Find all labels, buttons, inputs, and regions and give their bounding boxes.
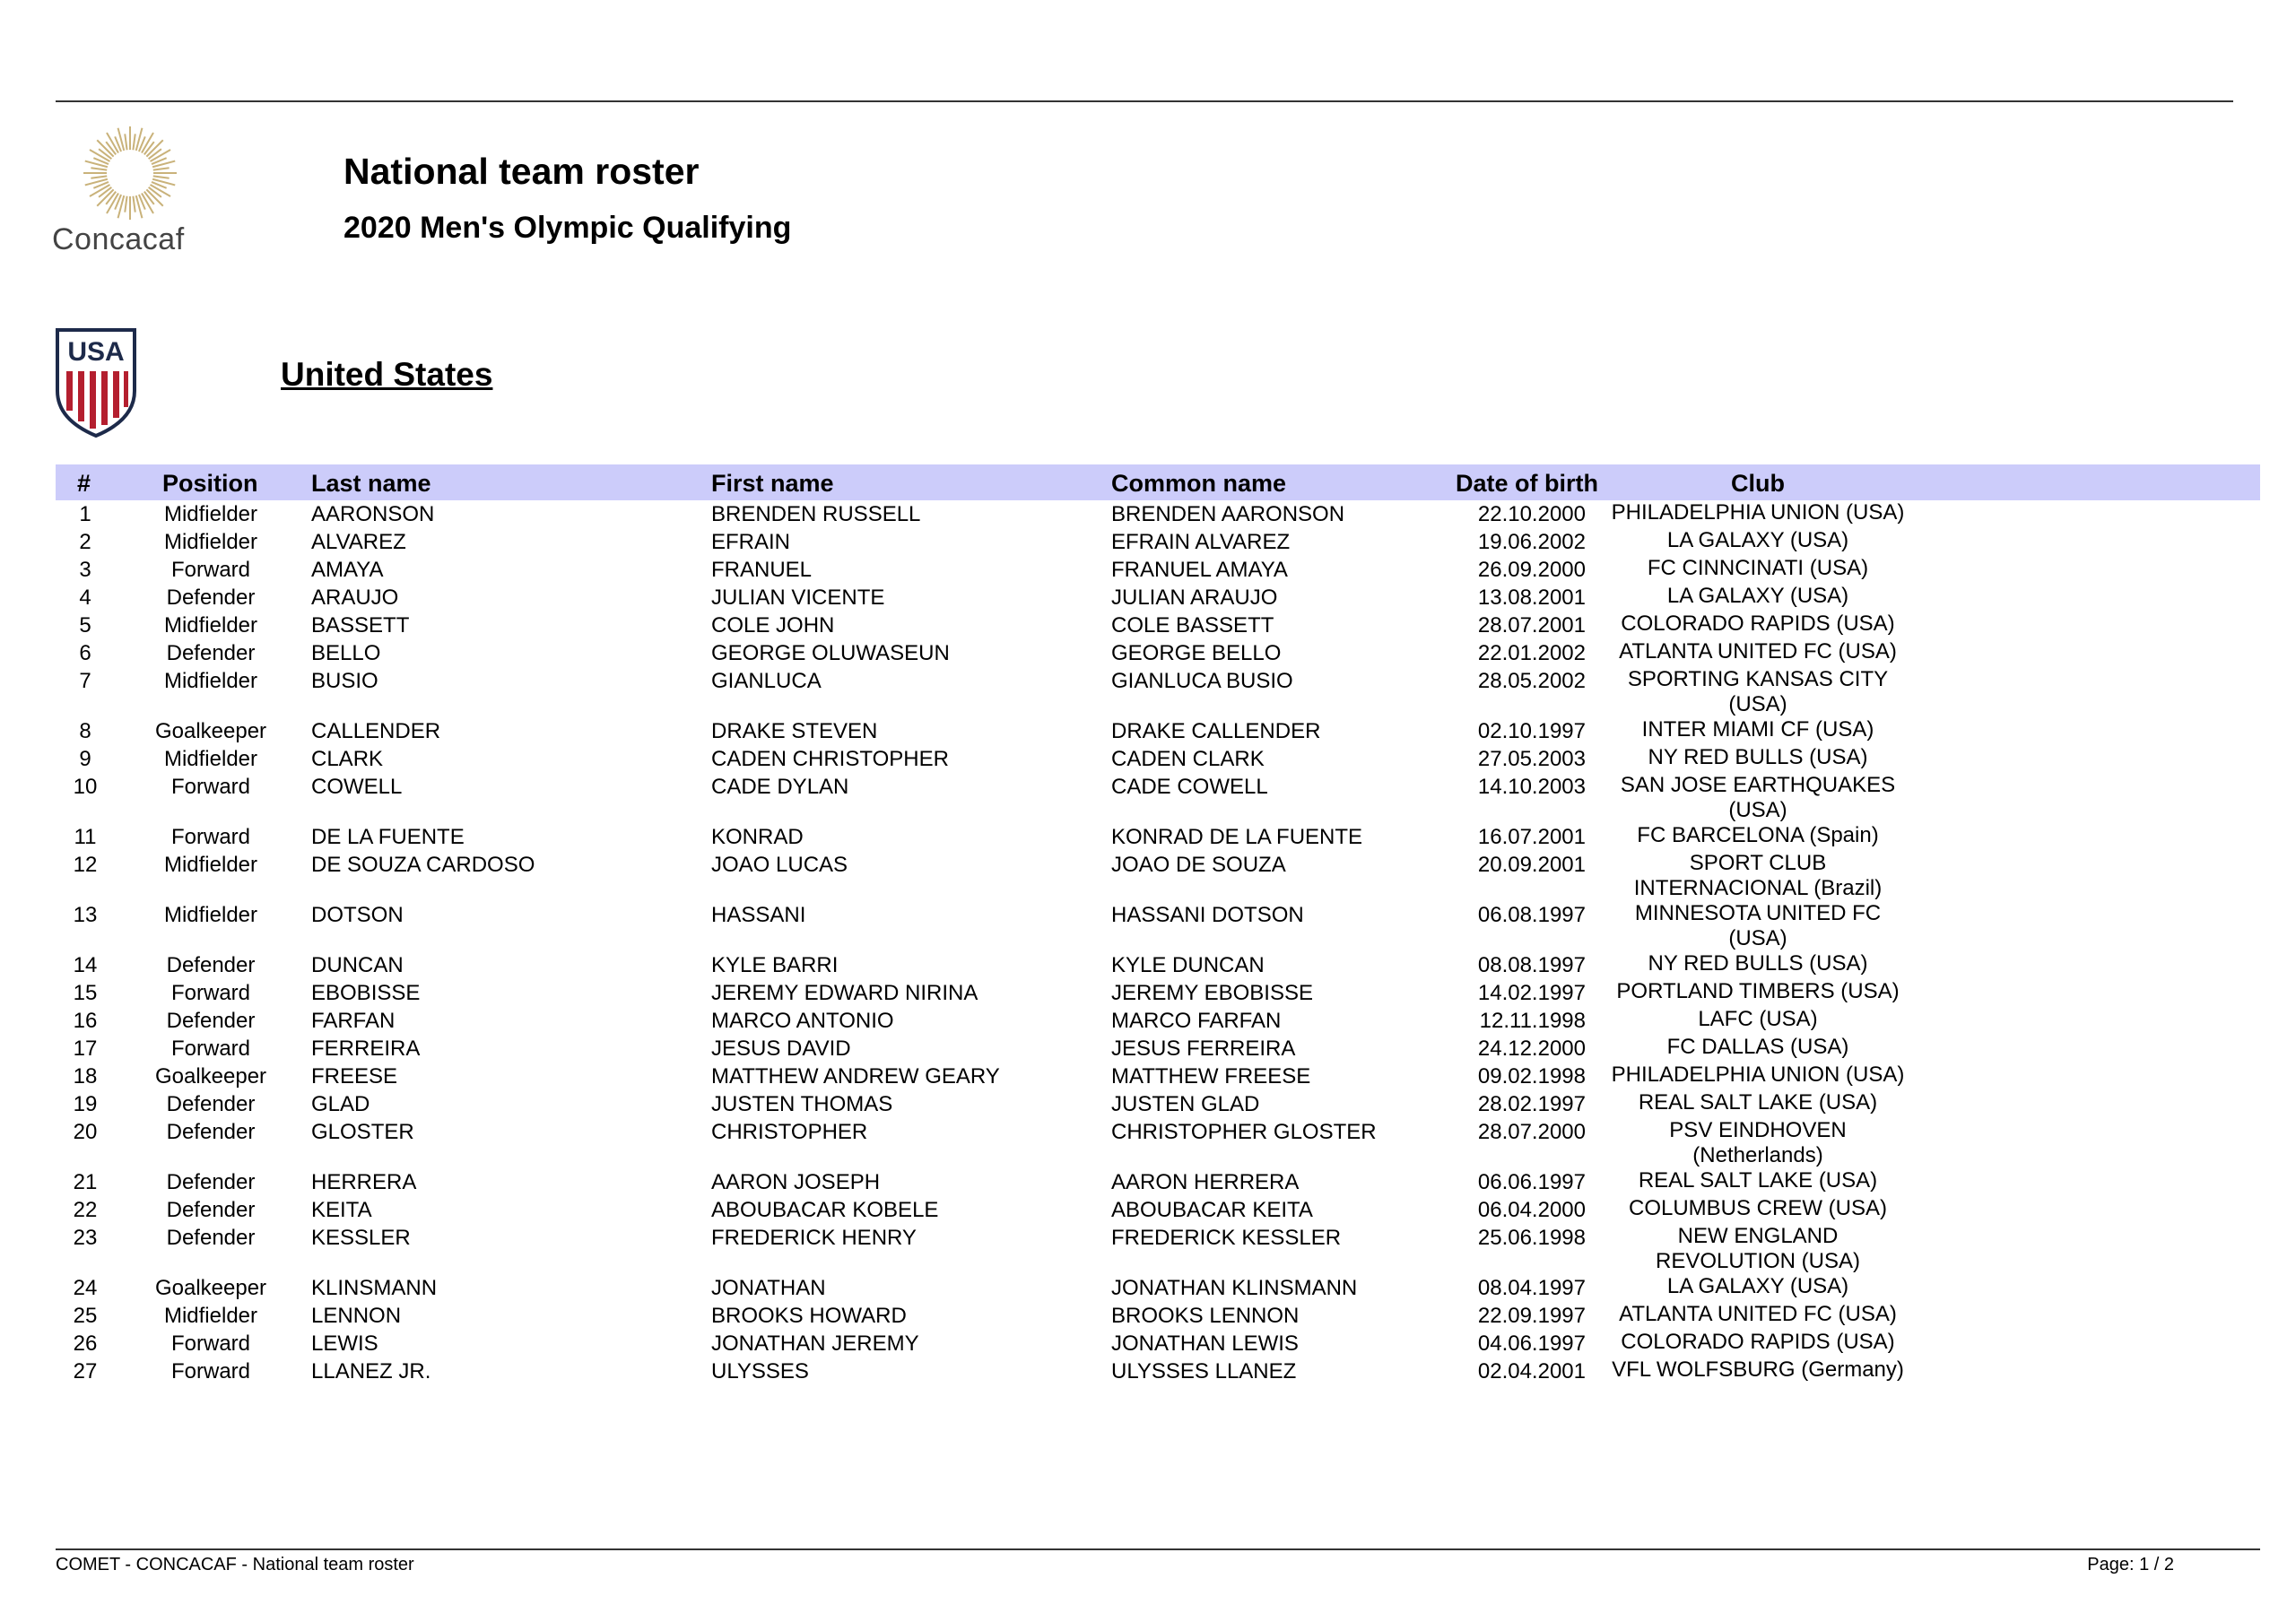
player-common-name: GEORGE BELLO [1111,641,1282,665]
sun-ray [99,187,111,197]
player-position: Defender [166,953,256,977]
player-number: 3 [79,558,91,582]
player-last-name: CLARK [311,747,384,771]
player-number: 15 [73,981,98,1005]
player-common-name: CADEN CLARK [1111,747,1265,771]
sun-ray [125,196,126,213]
player-position: Goalkeeper [154,1064,267,1089]
player-date-of-birth: 12.11.1998 [1479,1009,1586,1033]
player-first-name: HASSANI [711,903,806,927]
player-date-of-birth: 02.04.2001 [1477,1359,1586,1383]
player-number: 10 [73,775,98,799]
player-position: Defender [166,585,256,610]
sun-ray [149,187,161,197]
player-common-name: FREDERICK KESSLER [1111,1226,1342,1250]
player-number: 22 [73,1198,98,1222]
player-first-name: JONATHAN JEREMY [711,1331,919,1356]
player-number: 13 [73,903,98,927]
table-row [0,951,2296,979]
player-position: Midfielder [163,903,258,927]
table-row [0,556,2296,584]
player-common-name: FRANUEL AMAYA [1111,558,1288,582]
player-date-of-birth: 22.10.2000 [1477,502,1586,526]
player-club: LA GALAXY (USA) [1666,584,1849,608]
table-row [0,773,2296,823]
player-number: 17 [73,1037,98,1061]
player-club: REAL SALT LAKE (USA) [1638,1168,1878,1193]
player-common-name: MARCO FARFAN [1111,1009,1282,1033]
player-position: Midfielder [163,853,258,877]
sun-ray [106,192,116,204]
sun-ray [91,168,107,169]
player-last-name: FARFAN [311,1009,396,1033]
table-row [0,823,2296,851]
player-position: Forward [170,825,251,849]
player-date-of-birth: 28.07.2000 [1477,1120,1586,1144]
player-common-name: GIANLUCA BUSIO [1111,669,1293,693]
player-number: 2 [79,530,91,554]
player-club: LA GALAXY (USA) [1666,1274,1849,1298]
table-row [0,584,2296,612]
player-first-name: FRANUEL [711,558,813,582]
player-last-name: AARONSON [311,502,435,526]
player-first-name: KYLE BARRI [711,953,839,977]
top-divider [56,100,2233,102]
player-number: 4 [79,585,91,610]
sun-ray [99,149,111,159]
player-first-name: BRENDEN RUSSELL [711,502,921,526]
player-last-name: DOTSON [311,903,404,927]
sun-ray [149,149,161,159]
page-subtitle: 2020 Men's Olympic Qualifying [344,211,792,245]
player-date-of-birth: 28.05.2002 [1477,669,1586,693]
player-last-name: DE LA FUENTE [311,825,465,849]
player-position: Midfielder [163,747,258,771]
player-club: NEW ENGLAND REVOLUTION (USA) [1655,1224,1861,1273]
player-club: PHILADELPHIA UNION (USA) [1611,1063,1905,1087]
col-header-first-name: First name [711,470,834,497]
player-number: 25 [73,1304,98,1328]
player-position: Defender [166,1120,256,1144]
player-first-name: MATTHEW ANDREW GEARY [711,1064,1000,1089]
player-common-name: JUSTEN GLAD [1111,1092,1260,1116]
table-row [0,745,2296,773]
player-first-name: CHRISTOPHER [711,1120,868,1144]
player-number: 7 [79,669,91,693]
player-club: INTER MIAMI CF (USA) [1641,717,1874,742]
player-club: LAFC (USA) [1698,1007,1818,1031]
player-date-of-birth: 28.07.2001 [1477,613,1586,638]
player-last-name: EBOBISSE [311,981,421,1005]
player-date-of-birth: 22.09.1997 [1477,1304,1586,1328]
player-number: 5 [79,613,91,638]
player-first-name: JEREMY EDWARD NIRINA [711,981,978,1005]
player-last-name: FERREIRA [311,1037,421,1061]
player-position: Forward [170,775,251,799]
player-common-name: BROOKS LENNON [1111,1304,1300,1328]
player-club: COLORADO RAPIDS (USA) [1621,1330,1895,1354]
sun-ray [153,176,170,178]
player-date-of-birth: 14.02.1997 [1477,981,1586,1005]
sun-ray [133,134,135,150]
player-number: 26 [73,1331,98,1356]
player-number: 6 [79,641,91,665]
player-date-of-birth: 02.10.1997 [1477,719,1586,743]
player-first-name: CADE DYLAN [711,775,849,799]
player-last-name: AMAYA [311,558,384,582]
player-common-name: EFRAIN ALVAREZ [1111,530,1291,554]
table-row [0,1090,2296,1118]
player-number: 23 [73,1226,98,1250]
sun-ray [91,176,107,178]
player-date-of-birth: 28.02.1997 [1477,1092,1586,1116]
player-first-name: CADEN CHRISTOPHER [711,747,949,771]
player-last-name: ALVAREZ [311,530,406,554]
player-date-of-birth: 06.08.1997 [1477,903,1586,927]
player-first-name: EFRAIN [711,530,791,554]
player-club: NY RED BULLS (USA) [1648,951,1868,976]
bottom-divider [56,1548,2260,1550]
table-row [0,612,2296,639]
sun-ray [144,142,154,154]
player-position: Forward [170,1359,251,1383]
player-last-name: BUSIO [311,669,378,693]
crest-text: USA [67,337,125,367]
player-first-name: ABOUBACAR KOBELE [711,1198,939,1222]
player-date-of-birth: 09.02.1998 [1477,1064,1586,1089]
table-row [0,717,2296,745]
table-row [0,1357,2296,1385]
table-row [0,1168,2296,1196]
player-club: NY RED BULLS (USA) [1648,745,1868,769]
player-date-of-birth: 06.04.2000 [1477,1198,1586,1222]
player-club: REAL SALT LAKE (USA) [1638,1090,1878,1115]
player-first-name: DRAKE STEVEN [711,719,878,743]
sun-ray [106,142,116,154]
table-row [0,1302,2296,1330]
player-position: Goalkeeper [154,1276,267,1300]
player-last-name: DE SOUZA CARDOSO [311,853,535,877]
player-common-name: JONATHAN KLINSMANN [1111,1276,1358,1300]
player-number: 11 [74,825,97,849]
table-row [0,528,2296,556]
player-date-of-birth: 16.07.2001 [1477,825,1586,849]
sun-emblem-icon [81,124,179,222]
player-club: ATLANTA UNITED FC (USA) [1619,639,1897,664]
player-club: SAN JOSE EARTHQUAKES (USA) [1620,773,1896,822]
player-position: Midfielder [163,613,258,638]
table-row [0,1224,2296,1274]
table-row [0,667,2296,717]
table-row [0,1007,2296,1035]
player-number: 20 [73,1120,98,1144]
player-common-name: JONATHAN LEWIS [1111,1331,1299,1356]
table-row [0,851,2296,901]
player-position: Defender [166,1092,256,1116]
player-common-name: AARON HERRERA [1111,1170,1300,1194]
col-header-date-of-birth: Date of birth [1456,470,1598,497]
player-position: Defender [166,1170,256,1194]
player-number: 9 [79,747,91,771]
table-row [0,500,2296,528]
player-club: SPORTING KANSAS CITY (USA) [1627,667,1889,716]
player-first-name: COLE JOHN [711,613,835,638]
roster-table-body [0,500,2296,1385]
player-position: Defender [166,641,256,665]
player-club: FC BARCELONA (Spain) [1637,823,1879,847]
player-last-name: KEITA [311,1198,372,1222]
player-common-name: JOAO DE SOUZA [1111,853,1286,877]
page-number: Page: 1 / 2 [2087,1555,2174,1574]
player-number: 21 [73,1170,98,1194]
player-number: 18 [73,1064,98,1089]
player-number: 19 [73,1092,98,1116]
player-position: Goalkeeper [154,719,267,743]
player-position: Forward [170,1331,251,1356]
player-date-of-birth: 04.06.1997 [1477,1331,1586,1356]
player-common-name: BRENDEN AARONSON [1111,502,1345,526]
player-common-name: JESUS FERREIRA [1111,1037,1296,1061]
player-date-of-birth: 20.09.2001 [1477,853,1586,877]
player-position: Forward [170,1037,251,1061]
player-number: 12 [73,853,98,877]
player-date-of-birth: 26.09.2000 [1477,558,1586,582]
player-last-name: KESSLER [311,1226,411,1250]
player-date-of-birth: 19.06.2002 [1477,530,1586,554]
table-header [56,464,2260,500]
player-last-name: DUNCAN [311,953,404,977]
player-first-name: JESUS DAVID [711,1037,851,1061]
player-date-of-birth: 25.06.1998 [1477,1226,1586,1250]
player-common-name: KYLE DUNCAN [1111,953,1265,977]
player-first-name: FREDERICK HENRY [711,1226,917,1250]
player-number: 14 [73,953,98,977]
table-row [0,979,2296,1007]
player-last-name: ARAUJO [311,585,399,610]
col-header-last-name: Last name [311,470,431,497]
player-date-of-birth: 08.04.1997 [1477,1276,1586,1300]
player-position: Midfielder [163,502,258,526]
sun-ray [125,134,126,150]
col-header-number: # [77,470,91,497]
player-club: SPORT CLUB INTERNACIONAL (Brazil) [1633,851,1883,900]
table-row [0,639,2296,667]
player-club: COLUMBUS CREW (USA) [1628,1196,1887,1220]
concacaf-logo [52,124,187,258]
col-header-common-name: Common name [1111,470,1287,497]
sun-ray [144,192,154,204]
player-first-name: GIANLUCA [711,669,822,693]
player-first-name: ULYSSES [711,1359,809,1383]
player-club: PHILADELPHIA UNION (USA) [1611,500,1905,525]
sun-ray [133,196,135,213]
player-last-name: COWELL [311,775,403,799]
player-last-name: BELLO [311,641,381,665]
player-date-of-birth: 24.12.2000 [1477,1037,1586,1061]
player-first-name: JONATHAN [711,1276,826,1300]
col-header-club: Club [1731,470,1785,497]
player-common-name: JULIAN ARAUJO [1111,585,1278,610]
table-row [0,1330,2296,1357]
player-last-name: CALLENDER [311,719,441,743]
table-row [0,901,2296,951]
player-position: Defender [166,1198,256,1222]
player-club: LA GALAXY (USA) [1666,528,1849,552]
player-last-name: HERRERA [311,1170,417,1194]
player-club: COLORADO RAPIDS (USA) [1621,612,1895,636]
player-last-name: KLINSMANN [311,1276,438,1300]
player-first-name: AARON JOSEPH [711,1170,881,1194]
player-first-name: MARCO ANTONIO [711,1009,894,1033]
table-row [0,1196,2296,1224]
player-last-name: LENNON [311,1304,402,1328]
player-first-name: JUSTEN THOMAS [711,1092,893,1116]
player-club: PSV EINDHOVEN (Netherlands) [1669,1118,1847,1167]
player-position: Forward [170,981,251,1005]
player-position: Defender [166,1226,256,1250]
player-club: FC DALLAS (USA) [1666,1035,1849,1059]
player-position: Midfielder [163,530,258,554]
player-position: Forward [170,558,251,582]
player-date-of-birth: 22.01.2002 [1477,641,1586,665]
page-title: National team roster [344,151,700,192]
player-last-name: GLAD [311,1092,370,1116]
sun-ray [153,168,170,169]
player-common-name: KONRAD DE LA FUENTE [1111,825,1363,849]
player-date-of-birth: 08.08.1997 [1477,953,1586,977]
player-date-of-birth: 13.08.2001 [1477,585,1586,610]
ussf-crest-icon [54,326,138,439]
footer-doc-title: COMET - CONCACAF - National team roster [56,1555,414,1574]
table-row [0,1118,2296,1168]
player-position: Midfielder [163,669,258,693]
player-last-name: GLOSTER [311,1120,414,1144]
player-common-name: DRAKE CALLENDER [1111,719,1321,743]
player-number: 1 [79,502,91,526]
player-position: Defender [166,1009,256,1033]
player-number: 27 [73,1359,98,1383]
player-club: ATLANTA UNITED FC (USA) [1619,1302,1897,1326]
player-common-name: CHRISTOPHER GLOSTER [1111,1120,1377,1144]
table-row [0,1035,2296,1063]
player-club: PORTLAND TIMBERS (USA) [1616,979,1900,1003]
table-row [0,1063,2296,1090]
player-common-name: JEREMY EBOBISSE [1111,981,1313,1005]
player-first-name: KONRAD [711,825,804,849]
player-date-of-birth: 14.10.2003 [1477,775,1586,799]
player-position: Midfielder [163,1304,258,1328]
player-common-name: ULYSSES LLANEZ [1111,1359,1297,1383]
col-header-position: Position [162,470,258,497]
player-first-name: GEORGE OLUWASEUN [711,641,950,665]
player-number: 8 [79,719,91,743]
player-date-of-birth: 06.06.1997 [1477,1170,1586,1194]
concacaf-wordmark: Concacaf [52,222,185,256]
player-number: 16 [73,1009,98,1033]
player-first-name: BROOKS HOWARD [711,1304,907,1328]
player-club: MINNESOTA UNITED FC (USA) [1634,901,1882,950]
player-common-name: CADE COWELL [1111,775,1268,799]
player-club: VFL WOLFSBURG (Germany) [1612,1357,1904,1382]
player-date-of-birth: 27.05.2003 [1477,747,1586,771]
player-club: FC CINNCINATI (USA) [1647,556,1869,580]
player-common-name: MATTHEW FREESE [1111,1064,1311,1089]
player-common-name: HASSANI DOTSON [1111,903,1304,927]
player-first-name: JULIAN VICENTE [711,585,885,610]
player-last-name: LLANEZ JR. [311,1359,431,1383]
player-last-name: BASSETT [311,613,410,638]
player-last-name: FREESE [311,1064,398,1089]
player-common-name: COLE BASSETT [1111,613,1274,638]
player-number: 24 [73,1276,98,1300]
player-common-name: ABOUBACAR KEITA [1111,1198,1313,1222]
table-row [0,1274,2296,1302]
team-name: United States [281,356,493,393]
player-last-name: LEWIS [311,1331,378,1356]
player-first-name: JOAO LUCAS [711,853,848,877]
